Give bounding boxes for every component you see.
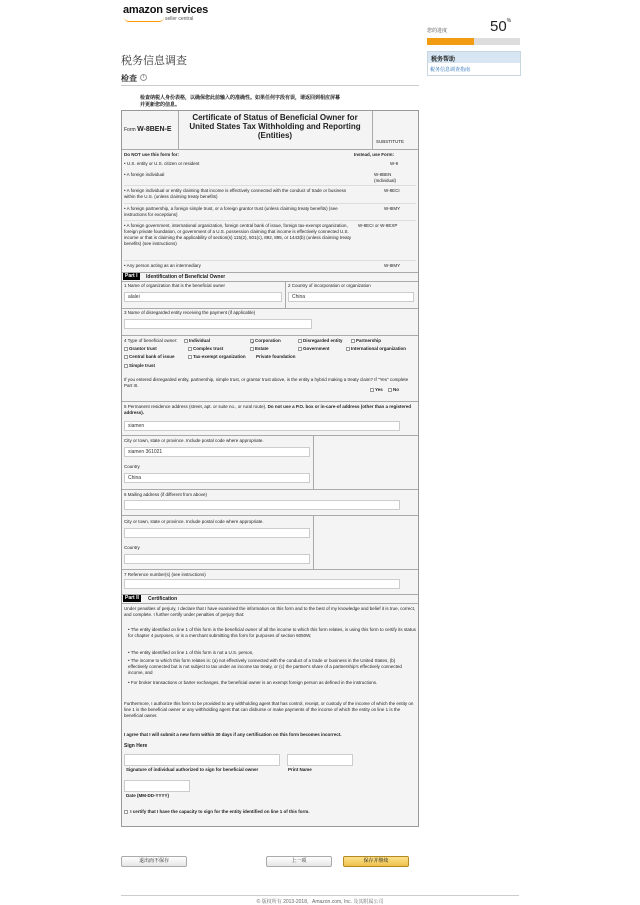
type-individual-label: Individual xyxy=(189,338,211,343)
save-and-continue-button[interactable]: 保存并继续 xyxy=(343,856,409,867)
hybrid-yes[interactable] xyxy=(370,387,383,393)
do-not-use-heading: Do NOT use this form for: xyxy=(124,152,179,157)
use-form-5: W-8IMY xyxy=(384,263,401,268)
progress-percent xyxy=(490,18,511,35)
type-complex-trust[interactable] xyxy=(188,346,223,352)
cert-agree: I agree that I will submit a new form within 30 days if any certification on this form becomes incorrect. xyxy=(124,732,342,737)
city-field[interactable]: xiamen 361021 xyxy=(124,447,310,457)
type-international-organization-label: International organization xyxy=(351,346,407,351)
type-partnership-label: Partnership xyxy=(356,338,382,343)
cert-item-0: • The entity identified on line 1 of this form is the beneficial owner of all the income to which this form relates, is using this form to certify its status for chapter 4 purposes, or is a merchant submitting this form for purposes of section 6050W, xyxy=(128,627,416,638)
type-central-bank[interactable] xyxy=(124,354,175,360)
form-title: Certificate of Status of Beneficial Owner for United States Tax Withholding and Reporting (Entities) xyxy=(189,113,361,140)
form-label xyxy=(124,127,172,134)
logo-smile-icon xyxy=(124,17,164,22)
residence-address-field[interactable]: xiamen xyxy=(124,421,400,431)
part1-badge: Part I xyxy=(125,273,138,279)
date-field[interactable] xyxy=(124,780,190,792)
info-icon[interactable]: i xyxy=(140,74,147,81)
use-text-0: • U.S. entity or U.S. citizen or resident xyxy=(124,161,200,166)
progress-fill xyxy=(427,38,474,45)
type-government-label: Government xyxy=(303,346,330,351)
amazon-services-logo xyxy=(123,4,213,24)
signature-label: Signature of individual authorized to sign for beneficial owner xyxy=(126,767,259,772)
sign-here-label: Sign Here xyxy=(124,743,148,749)
field5-label-bold: Do not use a P.O. box or in-care-of address (other than a registered address). xyxy=(124,404,412,415)
use-form-3: W-8IMY xyxy=(384,206,401,211)
type-corporation[interactable]: ✓Corporation xyxy=(251,338,281,345)
use-form-4: W-8ECI or W-8EXP xyxy=(358,223,398,228)
type-disregarded-entity-label: Disregarded entity xyxy=(303,338,343,343)
part2-badge: Part II xyxy=(125,595,139,601)
type-estate-label: Estate xyxy=(255,346,269,351)
use-text-4: • A foreign government, international organization, foreign central bank of issue, foreign tax-exempt organization, foreign private foundation, or government of a U.S. possession claiming that income is effectively connected U.S. income or that is claiming the applicability of section(s) 115(2), 501(c), 892, 895, or 1443(b) (unless claiming treaty benefits) (see instructions) xyxy=(124,223,352,246)
country-field[interactable]: China xyxy=(124,473,310,483)
type-tax-exempt-label: Tax-exempt organization xyxy=(193,354,246,359)
print-name-label: Print Name xyxy=(288,767,312,772)
use-text-2: • A foreign individual or entity claiming that income is effectively connected with the conduct of trade or business within the U.S. (unless claiming treaty benefits) xyxy=(124,188,347,199)
tax-help-title: 税务帮助 xyxy=(428,52,520,63)
field1-label: 1 Name of organization that is the beneficial owner xyxy=(124,283,226,288)
type-partnership[interactable] xyxy=(351,338,381,344)
field4-label: 4 Type of beneficial owner: xyxy=(124,338,178,343)
use-text-5: • Any person acting as an intermediary xyxy=(124,263,201,268)
divider xyxy=(121,85,419,86)
form-word: Form xyxy=(124,127,136,133)
city2-label: City or town, state or province. Include postal code where appropriate. xyxy=(124,519,264,524)
review-instruction: 检查纳税人身份表格，以确保您此前输入的准确性。如果任何字段有误，请返回到相应屏幕并更新您的信息。 xyxy=(140,95,341,108)
field5-label xyxy=(124,404,416,416)
type-grantor-trust[interactable] xyxy=(124,346,157,352)
city-label: City or town, state or province. Include postal code where appropriate. xyxy=(124,438,264,443)
type-grantor-trust-label: Grantor trust xyxy=(129,346,157,351)
tax-help-guide-link[interactable]: 税务信息调查指南 xyxy=(430,67,471,73)
substitute-label: SUBSTITUTE xyxy=(376,139,405,144)
type-individual[interactable] xyxy=(184,338,210,344)
field3-label: 3 Name of disregarded entity receiving the payment (if applicable) xyxy=(124,310,256,315)
city2-field[interactable] xyxy=(124,528,310,538)
mailing-address-field[interactable] xyxy=(124,500,400,510)
type-simple-trust[interactable] xyxy=(124,363,155,369)
disregarded-entity-field[interactable] xyxy=(124,319,312,329)
review-heading: 检查 xyxy=(121,74,137,83)
type-international-organization[interactable] xyxy=(346,346,406,352)
signature-field[interactable] xyxy=(124,754,280,766)
form-number: W-8BEN-E xyxy=(137,126,172,133)
part2-title: Certification xyxy=(148,596,178,602)
type-corporation-label: Corporation xyxy=(255,338,281,343)
exit-without-saving-button[interactable]: 退出而不保存 xyxy=(121,856,187,867)
hybrid-question: If you entered disregarded entity, partnership, simple trust, or grantor trust above, is the entity a hybrid making a treaty claim? If "Yes" complete Part III. xyxy=(124,377,409,388)
progress-bar xyxy=(427,38,520,45)
organization-name-field[interactable]: alalei xyxy=(124,292,282,302)
hybrid-no-label: No xyxy=(393,387,399,392)
field2-label: 2 Country of incorporation or organization xyxy=(288,283,371,288)
capacity-checkbox[interactable] xyxy=(124,809,416,815)
cert-intro: Under penalties of perjury, I declare that I have examined the information on this form and to the best of my knowledge and belief it is true, correct, and complete. I further certify under penalties of perjury that: xyxy=(124,606,416,617)
field6-label: 6 Mailing address (if different from above) xyxy=(124,492,207,497)
logo-sub-text: seller central xyxy=(165,16,194,22)
previous-button[interactable]: 上一项 xyxy=(266,856,332,867)
use-text-3: • A foreign partnership, a foreign simple trust, or a foreign grantor trust (unless claiming treaty benefits) (see instructions for exceptions) xyxy=(124,206,338,217)
type-disregarded-entity[interactable] xyxy=(298,338,343,344)
hybrid-yes-label: Yes xyxy=(375,387,383,392)
type-government[interactable] xyxy=(298,346,330,352)
field7-label: 7 Reference number(s) (see instructions) xyxy=(124,572,206,577)
logo-main-text: amazon services xyxy=(123,4,209,16)
type-tax-exempt[interactable] xyxy=(188,354,246,360)
instead-use-heading: Instead, use Form: xyxy=(354,152,395,157)
footer-divider xyxy=(121,895,519,896)
cert-item-1: • The entity identified on line 1 of this form is not a U.S. person, xyxy=(128,650,254,655)
country-of-incorporation-field[interactable]: China xyxy=(288,292,414,302)
progress-percent-number: 50 xyxy=(490,18,507,35)
country-label: Country xyxy=(124,464,140,469)
country2-label: Country xyxy=(124,545,140,550)
type-complex-trust-label: Complex trust xyxy=(193,346,224,351)
use-text-1: • A foreign individual xyxy=(124,172,165,177)
type-estate[interactable] xyxy=(250,346,269,352)
print-name-field[interactable] xyxy=(287,754,353,766)
type-central-bank-label: Central bank of issue xyxy=(129,354,175,359)
cert-furthermore: Furthermore, I authorize this form to be provided to any withholding agent that has control, receipt, or custody of the income of which the entity on line 1 is the beneficial owner or any withholding agent that can disburse or make payments of the income of which the entity on line 1 is the beneficial owner. xyxy=(124,701,414,718)
page-title: 税务信息调查 xyxy=(121,55,187,67)
cert-item-3: • For broker transactions or barter exchanges, the beneficial owner is an exempt foreign person as defined in the instructions. xyxy=(128,680,378,685)
progress-label: 您的进度 xyxy=(427,28,448,34)
use-form-1: W-8BEN (Individual) xyxy=(374,172,397,183)
capacity-label: I certify that I have the capacity to sign for the entity identified on line 1 of this form. xyxy=(130,809,310,814)
reference-number-field[interactable] xyxy=(124,579,400,589)
use-form-2: W-8ECI xyxy=(384,188,400,193)
type-simple-trust-label: Simple trust xyxy=(129,363,156,368)
footer-copyright: © 版权所有 2013-2018，Amazon.com, Inc. 及其附属公司 xyxy=(256,899,384,905)
country2-field[interactable] xyxy=(124,554,310,564)
cert-item-2: • The income to which this form relates is: (a) not effectively connected with the conduct of a trade or business in the United States, (b) effectively connected but is not subject to tax under an income tax treaty, or (c) the partner's share of a partnership's effectively connected income, and xyxy=(128,658,402,675)
use-form-0: W-9 xyxy=(390,161,399,166)
type-private-foundation-label: Private foundation xyxy=(256,354,296,359)
date-label: Date (MM-DD-YYYY) xyxy=(126,793,170,798)
field5-label-text: 5 Permanent residence address (street, apt. or suite no., or rural route). xyxy=(124,404,267,409)
type-private-foundation[interactable] xyxy=(256,354,296,360)
progress-percent-sign: % xyxy=(506,18,512,24)
tax-help-panel xyxy=(427,51,521,76)
part1-title: Identification of Beneficial Owner xyxy=(146,274,226,280)
hybrid-no[interactable] xyxy=(388,387,399,393)
w8bene-form xyxy=(121,110,419,827)
